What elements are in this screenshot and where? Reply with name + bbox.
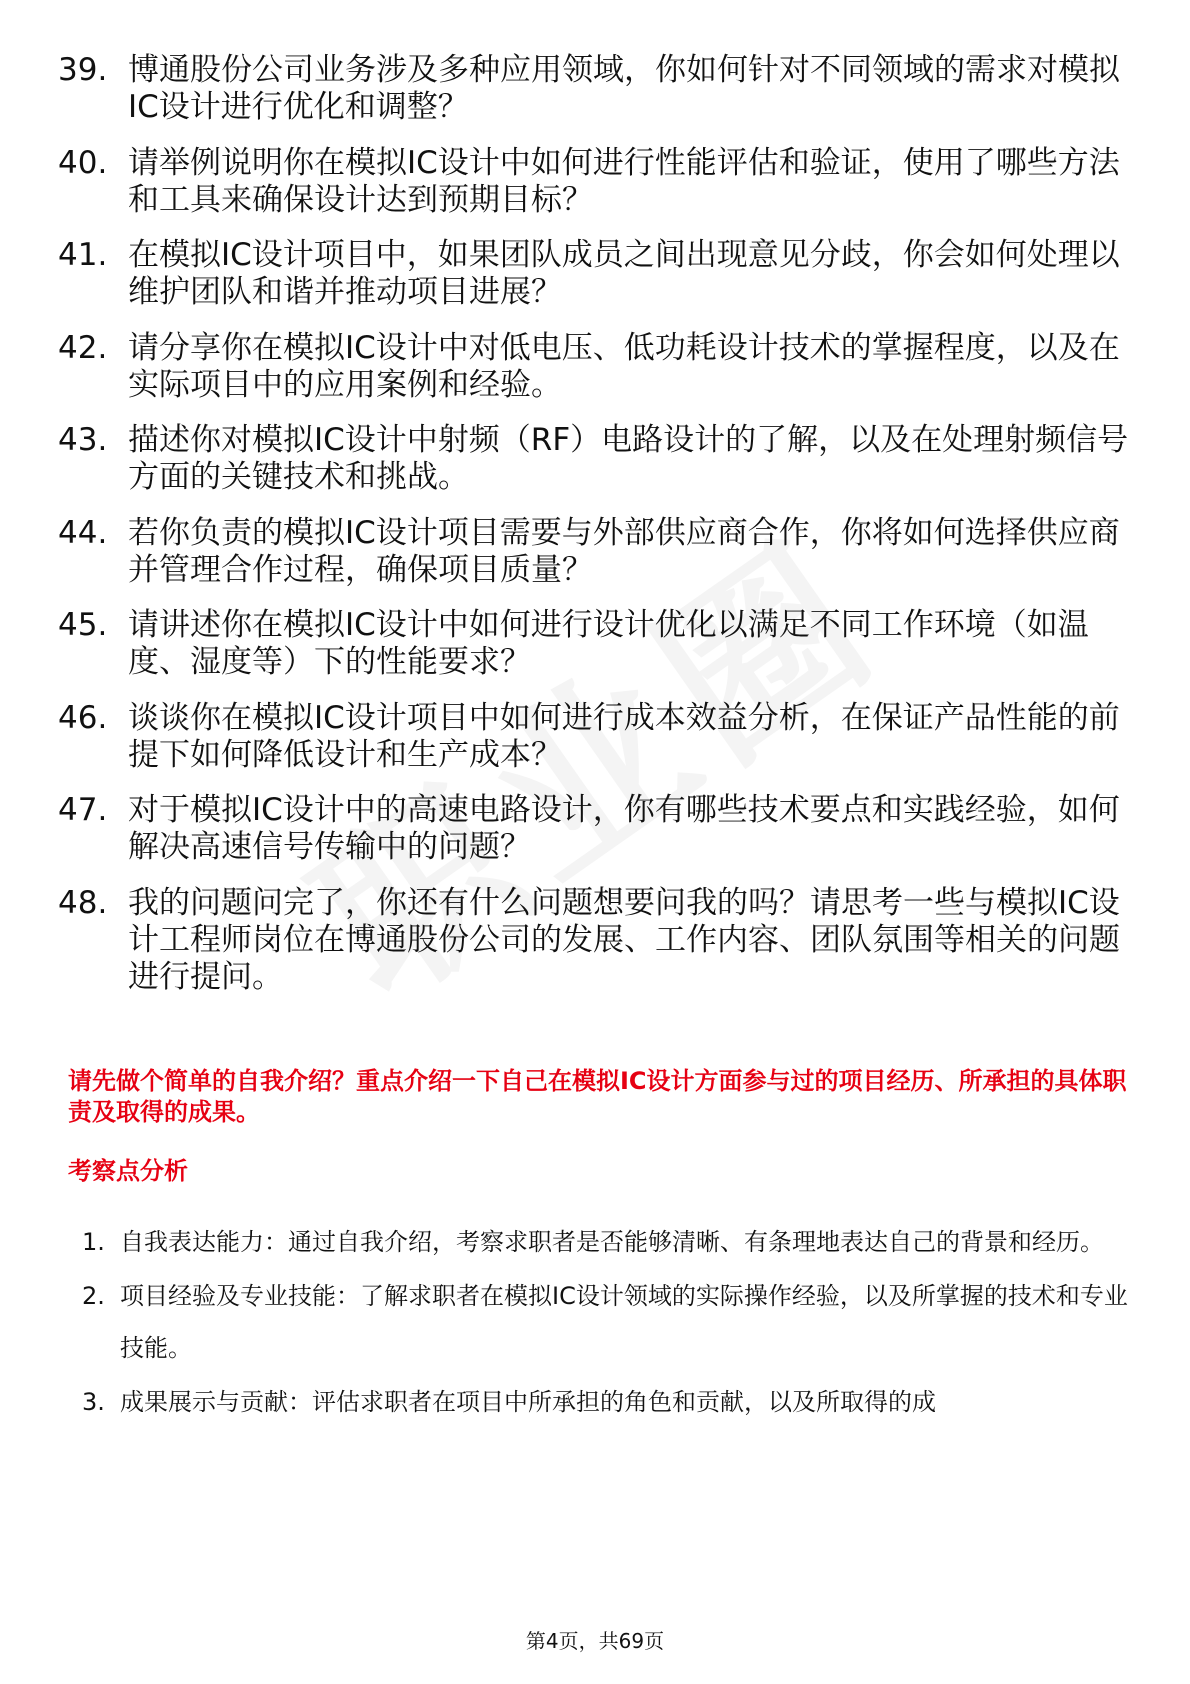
question-item bbox=[58, 145, 1138, 219]
question-item bbox=[58, 792, 1138, 866]
question-item bbox=[58, 422, 1138, 496]
question-number: 47. bbox=[58, 792, 108, 828]
question-number: 41. bbox=[58, 237, 108, 273]
question-text: 请分享你在模拟IC设计中对低电压、低功耗设计技术的掌握程度，以及在实际项目中的应用案例和经验。 bbox=[128, 329, 1120, 403]
question-item bbox=[58, 237, 1138, 311]
question-text: 谈谈你在模拟IC设计项目中如何进行成本效益分析，在保证产品性能的前提下如何降低设计和生产成本？ bbox=[128, 699, 1120, 773]
question-item bbox=[58, 700, 1138, 774]
question-text: 我的问题问完了，你还有什么问题想要问我的吗？请思考一些与模拟IC设计工程师岗位在博通股份公司的发展、工作内容、团队氛围等相关的问题进行提问。 bbox=[128, 884, 1120, 995]
question-number: 45. bbox=[58, 607, 108, 643]
analysis-item bbox=[68, 1376, 1128, 1428]
analysis-text: 成果展示与贡献：评估求职者在项目中所承担的角色和贡献，以及所取得的成 bbox=[120, 1388, 936, 1416]
question-number: 46. bbox=[58, 699, 108, 736]
analysis-number: 3. bbox=[82, 1388, 105, 1416]
question-item bbox=[58, 515, 1138, 589]
question-number: 43. bbox=[58, 422, 108, 458]
question-number: 48. bbox=[58, 884, 108, 921]
question-number: 40. bbox=[58, 144, 108, 181]
question-text: 描述你对模拟IC设计中射频（RF）电路设计的了解，以及在处理射频信号方面的关键技术和挑战。 bbox=[128, 422, 1129, 495]
question-text: 请举例说明你在模拟IC设计中如何进行性能评估和验证，使用了哪些方法和工具来确保设计达到预期目标？ bbox=[128, 144, 1120, 218]
analysis-item bbox=[68, 1216, 1128, 1268]
analysis-number: 2. bbox=[82, 1282, 105, 1310]
question-text: 在模拟IC设计项目中，如果团队成员之间出现意见分歧，你会如何处理以维护团队和谐并推动项目进展？ bbox=[128, 237, 1120, 310]
question-number: 39. bbox=[58, 52, 108, 88]
analysis-number: 1. bbox=[82, 1228, 105, 1256]
analysis-text: 项目经验及专业技能：了解求职者在模拟IC设计领域的实际操作经验，以及所掌握的技术和专业技能。 bbox=[120, 1282, 1128, 1362]
question-text: 对于模拟IC设计中的高速电路设计，你有哪些技术要点和实践经验，如何解决高速信号传输中的问题？ bbox=[128, 792, 1120, 865]
analysis-list bbox=[68, 1216, 1128, 1430]
question-item bbox=[58, 885, 1138, 996]
question-text: 若你负责的模拟IC设计项目需要与外部供应商合作，你将如何选择供应商并管理合作过程，确保项目质量？ bbox=[128, 514, 1120, 588]
question-list bbox=[58, 52, 1138, 1014]
question-item bbox=[58, 52, 1138, 126]
page-footer: 第4页，共69页 bbox=[525, 1629, 665, 1653]
analysis-item bbox=[68, 1270, 1128, 1374]
intro-question: 请先做个简单的自我介绍？重点介绍一下自己在模拟IC设计方面参与过的项目经历、所承担的具体职责及取得的成果。 bbox=[68, 1067, 1127, 1126]
question-number: 44. bbox=[58, 514, 108, 551]
analysis-heading: 考察点分析 bbox=[68, 1157, 188, 1185]
question-text: 博通股份公司业务涉及多种应用领域，你如何针对不同领域的需求对模拟IC设计进行优化和调整？ bbox=[128, 52, 1120, 125]
question-item bbox=[58, 330, 1138, 404]
analysis-text: 自我表达能力：通过自我介绍，考察求职者是否能够清晰、有条理地表达自己的背景和经历。 bbox=[120, 1228, 1104, 1256]
question-number: 42. bbox=[58, 329, 108, 366]
question-text: 请讲述你在模拟IC设计中如何进行设计优化以满足不同工作环境（如温度、湿度等）下的性能要求？ bbox=[128, 607, 1089, 680]
question-item bbox=[58, 607, 1138, 681]
